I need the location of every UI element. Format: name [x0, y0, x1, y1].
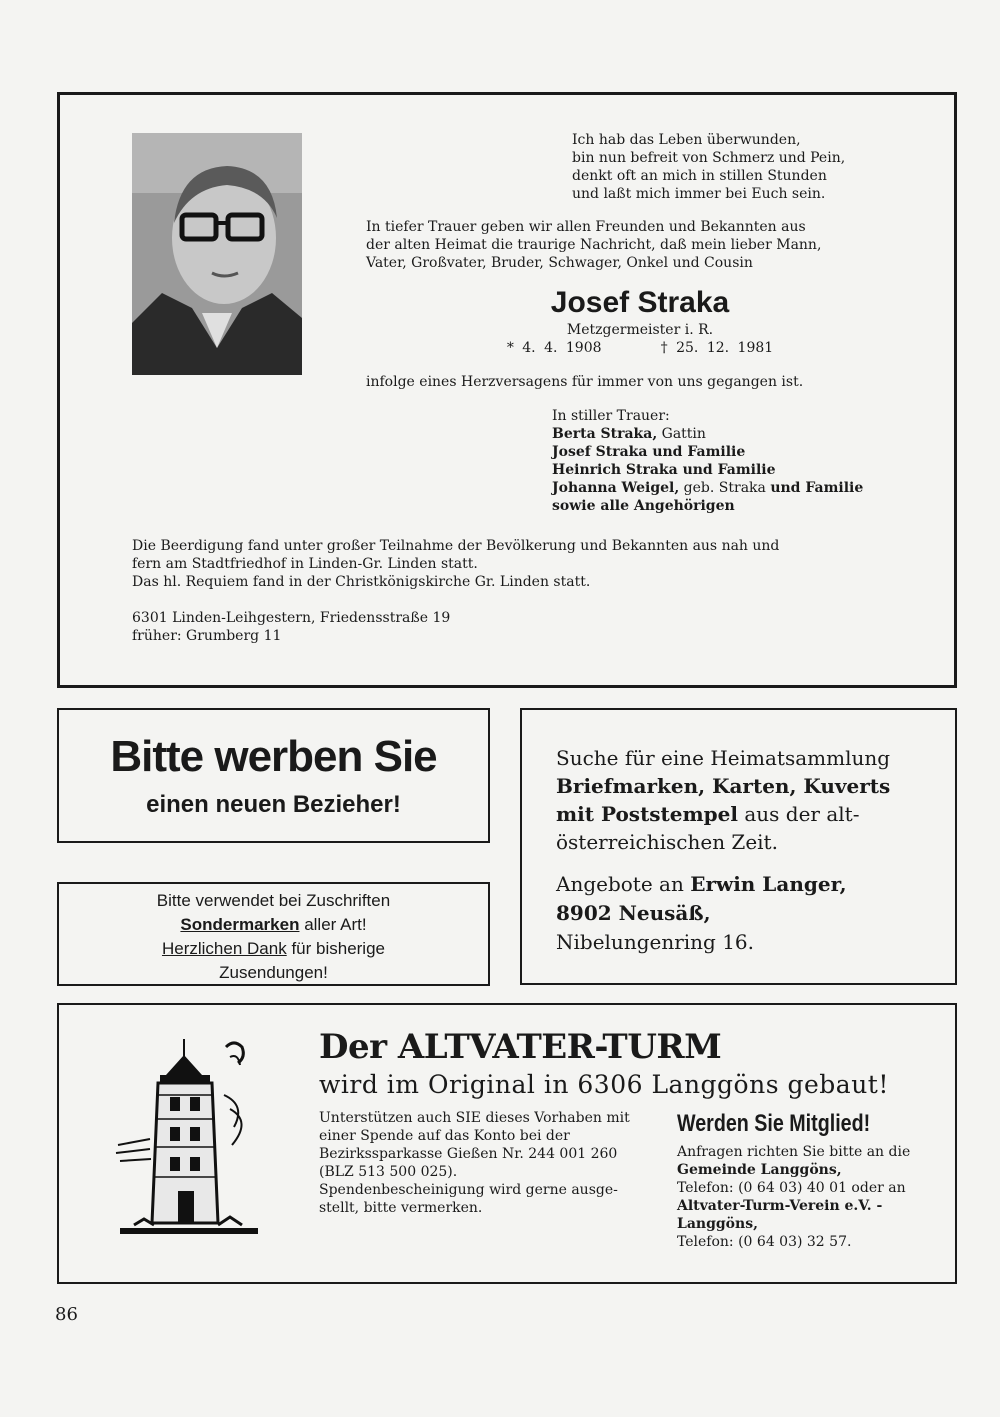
cause-of-death: infolge eines Herzversagens für immer von uns gegangen ist. — [366, 374, 804, 390]
mourner-line: Josef Straka und Familie — [552, 444, 746, 460]
family-address — [132, 609, 632, 645]
mourners-list — [552, 407, 912, 515]
tower-illustration — [114, 1035, 264, 1245]
subscriber-ad — [57, 708, 490, 843]
membership-line: Gemeinde Langgöns, — [677, 1162, 842, 1178]
mourners-intro: In stiller Trauer: — [552, 408, 670, 424]
funeral-line: fern am Stadtfriedhof in Linden-Gr. Linden statt. — [132, 556, 478, 572]
deceased-name: Josef Straka — [550, 286, 730, 319]
donation-line: Bezirkssparkasse Gießen Nr. 244 001 260 — [319, 1146, 618, 1162]
portrait-photo — [132, 133, 302, 375]
collector-request — [556, 744, 920, 856]
stamps-request-text — [59, 889, 488, 985]
funeral-line: Das hl. Requiem fand in der Christkönigskirche Gr. Linden statt. — [132, 574, 591, 590]
collector-line: Suche für eine Heimatsammlung — [556, 746, 891, 770]
subscriber-ad-subtitle: einen neuen Bezieher! — [146, 791, 401, 818]
contact-line: 8902 Neusäß, — [556, 901, 711, 925]
donation-info — [319, 1109, 665, 1217]
stamp-collector-ad — [520, 708, 957, 985]
membership-line: Telefon: (0 64 03) 40 01 oder an — [677, 1180, 906, 1196]
subscriber-ad-title: Bitte werben Sie — [110, 732, 437, 781]
occupation: Metzgermeister i. R. — [566, 322, 714, 338]
poem-line: bin nun befreit von Schmerz und Pein, — [572, 150, 846, 166]
altvater-tower-ad — [57, 1003, 957, 1284]
stamps-request-notice — [57, 882, 490, 986]
membership-line: Telefon: (0 64 03) 32 57. — [677, 1234, 852, 1250]
poem-line: und laßt mich immer bei Euch sein. — [572, 186, 826, 202]
donation-line: Spendenbescheinigung wird gerne ausge- — [319, 1182, 618, 1198]
funeral-info — [132, 537, 912, 591]
address-line: 6301 Linden-Leihgestern, Friedensstraße 19 — [132, 610, 451, 626]
announcement — [366, 218, 882, 272]
membership-line: Altvater-Turm-Verein e.V. - — [677, 1198, 883, 1214]
stamps-line: Sondermarken aller Art! — [180, 915, 367, 934]
contact-line: Angebote an Erwin Langer, — [556, 872, 847, 896]
donation-line: Unterstützen auch SIE dieses Vorhaben mit — [319, 1110, 630, 1126]
mourner-line: sowie alle Angehörigen — [552, 498, 735, 514]
announcement-line: Vater, Großvater, Bruder, Schwager, Onkel und Cousin — [366, 255, 753, 271]
funeral-line: Die Beerdigung fand unter großer Teilnahme der Bevölkerung und Bekannten aus nah und — [132, 538, 780, 554]
mourner-line: Berta Straka, Gattin — [552, 426, 706, 442]
altvater-title: Der ALTVATER-TURM — [319, 1027, 722, 1067]
obituary-notice — [57, 92, 957, 688]
stamps-line: Herzlichen Dank für bisherige — [161, 939, 385, 958]
mourner-line: Heinrich Straka und Familie — [552, 462, 776, 478]
collector-line: österreichischen Zeit. — [556, 830, 778, 854]
stamps-line: Zusendungen! — [219, 963, 328, 982]
membership-line: Langgöns, — [677, 1216, 758, 1232]
announcement-line: der alten Heimat die traurige Nachricht, daß mein lieber Mann, — [366, 237, 822, 253]
collector-line: Briefmarken, Karten, Kuverts — [556, 774, 891, 798]
birth-date: * 4. 4. 1908 — [506, 340, 602, 356]
announcement-line: In tiefer Trauer geben wir allen Freunden und Bekannten aus — [366, 219, 806, 235]
collector-contact — [556, 870, 920, 957]
donation-line: einer Spende auf das Konto bei der — [319, 1128, 570, 1144]
poem-line: Ich hab das Leben überwunden, — [572, 132, 801, 148]
life-dates — [490, 339, 790, 357]
donation-line: (BLZ 513 500 025). — [319, 1164, 458, 1180]
altvater-subtitle: wird im Original in 6306 Langgöns gebaut! — [319, 1070, 889, 1099]
membership-line: Anfragen richten Sie bitte an die — [677, 1144, 911, 1160]
membership-title: Werden Sie Mitglied! — [677, 1110, 871, 1137]
donation-line: stellt, bitte vermerken. — [319, 1200, 483, 1216]
collector-line: mit Poststempel aus der alt- — [556, 802, 860, 826]
death-date: † 25. 12. 1981 — [660, 340, 774, 356]
stamps-line: Bitte verwendet bei Zuschriften — [156, 891, 391, 910]
portrait-image — [132, 133, 302, 375]
membership-contacts — [677, 1143, 939, 1251]
mourner-line: Johanna Weigel, geb. Straka und Familie — [552, 480, 864, 496]
address-line: früher: Grumberg 11 — [132, 628, 282, 644]
poem-line: denkt oft an mich in stillen Stunden — [572, 168, 827, 184]
poem — [572, 131, 882, 203]
contact-line: Nibelungenring 16. — [556, 930, 755, 954]
page-number: 86 — [55, 1304, 78, 1325]
